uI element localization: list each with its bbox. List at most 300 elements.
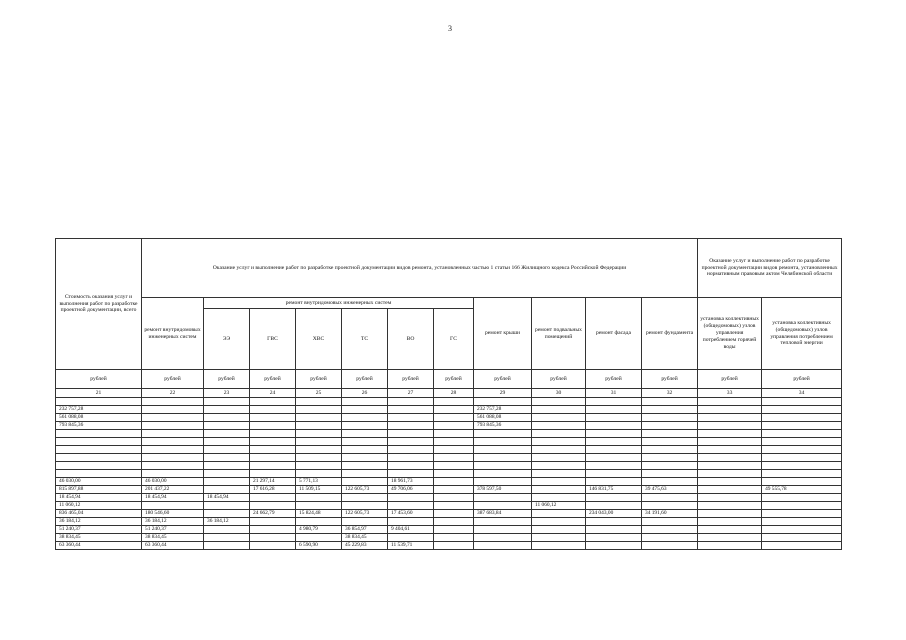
col-vo-header: ВО — [388, 309, 434, 370]
table-cell — [342, 518, 388, 526]
table-cell — [204, 462, 250, 470]
unit-cell: рублей — [296, 370, 342, 389]
table-cell: 122 605,73 — [342, 486, 388, 494]
table-cell — [698, 422, 762, 430]
table-cell: 232 757,28 — [474, 406, 532, 414]
units-row — [56, 370, 842, 389]
table-cell — [532, 518, 586, 526]
table-cell — [642, 406, 698, 414]
table-cell: 18 961,73 — [388, 478, 434, 486]
table-cell — [762, 462, 842, 470]
table-cell — [434, 462, 474, 470]
table-cell — [762, 534, 842, 542]
table-cell — [56, 462, 142, 470]
table-cell — [532, 430, 586, 438]
table-cell — [388, 534, 434, 542]
table-cell: 11 509,15 — [296, 486, 342, 494]
column-number-cell: 28 — [434, 389, 474, 398]
page-number: 3 — [448, 24, 452, 33]
table-cell — [642, 518, 698, 526]
table-cell — [586, 542, 642, 550]
table-cell — [296, 438, 342, 446]
table-cell — [474, 446, 532, 454]
column-number-cell: 22 — [142, 389, 204, 398]
table-cell — [532, 454, 586, 462]
table-cell — [586, 422, 642, 430]
column-number-cell: 33 — [698, 389, 762, 398]
table-cell — [434, 470, 474, 478]
table-cell — [434, 398, 474, 406]
table-cell: 39 475,63 — [642, 486, 698, 494]
table-cell — [474, 478, 532, 486]
col-ts-header: ТС — [342, 309, 388, 370]
table-cell — [762, 478, 842, 486]
table-cell — [642, 438, 698, 446]
col-hvs-header: ХВС — [296, 309, 342, 370]
table-cell: 793 845,36 — [474, 422, 532, 430]
table-cell — [204, 438, 250, 446]
table-cell — [296, 446, 342, 454]
table-cell — [434, 454, 474, 462]
table-cell — [204, 422, 250, 430]
table-row — [56, 406, 842, 414]
table-cell — [474, 454, 532, 462]
table-cell — [532, 510, 586, 518]
table-cell — [388, 518, 434, 526]
table-cell: 180 546,60 — [142, 510, 204, 518]
table-cell — [586, 414, 642, 422]
table-cell — [250, 438, 296, 446]
table-row — [56, 438, 842, 446]
table-cell — [56, 446, 142, 454]
table-row — [56, 470, 842, 478]
table-cell — [586, 502, 642, 510]
table-cell: 11 060,12 — [532, 502, 586, 510]
table-cell: 4 980,79 — [296, 526, 342, 534]
table-cell — [642, 430, 698, 438]
table-cell — [250, 422, 296, 430]
table-cell — [698, 438, 762, 446]
table-cell — [698, 478, 762, 486]
table-cell: 18 454,94 — [204, 494, 250, 502]
table-cell — [532, 534, 586, 542]
table-cell: 36 184,12 — [142, 518, 204, 526]
table-cell — [434, 438, 474, 446]
table-cell — [532, 486, 586, 494]
table-cell — [586, 430, 642, 438]
table-cell — [762, 422, 842, 430]
column-number-cell: 27 — [388, 389, 434, 398]
table-cell — [698, 494, 762, 502]
table-cell — [296, 414, 342, 422]
table-cell — [586, 494, 642, 502]
table-cell: 234 043,00 — [586, 510, 642, 518]
table-cell — [342, 430, 388, 438]
table-cell: 387 683,84 — [474, 510, 532, 518]
table-row — [56, 534, 842, 542]
table-cell — [204, 478, 250, 486]
table-cell — [474, 430, 532, 438]
table-cell — [698, 486, 762, 494]
table-cell — [250, 454, 296, 462]
table-cell: 18 454,94 — [56, 494, 142, 502]
table-cell — [250, 414, 296, 422]
table-cell — [762, 446, 842, 454]
unit-cell: рублей — [586, 370, 642, 389]
table-cell — [56, 470, 142, 478]
table-cell — [388, 414, 434, 422]
table-cell — [698, 406, 762, 414]
table-cell — [388, 446, 434, 454]
table-cell: 5 771,13 — [296, 478, 342, 486]
col-repair-internal-header: ремонт внутридомовых инженерных систем — [142, 298, 204, 370]
table-cell — [142, 414, 204, 422]
table-cell: 6 590,90 — [296, 542, 342, 550]
table-cell — [586, 478, 642, 486]
table-cell — [586, 454, 642, 462]
table-cell — [204, 454, 250, 462]
table-cell: 36 184,12 — [56, 518, 142, 526]
table-cell — [142, 422, 204, 430]
table-cell — [204, 526, 250, 534]
table-cell: 11 060,12 — [56, 502, 142, 510]
table-cell — [762, 518, 842, 526]
table-cell — [296, 430, 342, 438]
table-cell — [342, 398, 388, 406]
table-cell: 38 834,45 — [342, 534, 388, 542]
unit-cell: рублей — [474, 370, 532, 389]
table-cell — [474, 534, 532, 542]
table-cell — [474, 438, 532, 446]
table-cell — [250, 446, 296, 454]
table-cell — [296, 398, 342, 406]
table-cell: 561 088,08 — [56, 414, 142, 422]
table-cell: 232 757,28 — [56, 406, 142, 414]
table-cell — [250, 494, 296, 502]
table-cell: 63 360,44 — [142, 542, 204, 550]
table-cell — [296, 518, 342, 526]
table-cell — [532, 414, 586, 422]
table-cell — [142, 438, 204, 446]
table-cell — [296, 454, 342, 462]
table-cell — [698, 446, 762, 454]
table-cell — [204, 486, 250, 494]
table-cell — [204, 534, 250, 542]
table-cell — [586, 534, 642, 542]
table-cell: 21 297,14 — [250, 478, 296, 486]
table-cell — [342, 406, 388, 414]
table-cell — [698, 470, 762, 478]
table-row — [56, 526, 842, 534]
table-cell: 201 437,22 — [142, 486, 204, 494]
column-number-cell: 29 — [474, 389, 532, 398]
table-cell — [388, 454, 434, 462]
table-cell — [474, 526, 532, 534]
table-cell: 45 229,83 — [342, 542, 388, 550]
table-cell — [434, 534, 474, 542]
table-cell — [762, 526, 842, 534]
table-cell — [204, 414, 250, 422]
table-row — [56, 510, 842, 518]
table-cell — [56, 430, 142, 438]
table-cell: 63 360,44 — [56, 542, 142, 550]
table-cell — [474, 494, 532, 502]
table-cell — [642, 470, 698, 478]
table-cell — [586, 438, 642, 446]
table-header — [56, 239, 842, 398]
table-cell: 146 831,75 — [586, 486, 642, 494]
table-cell — [388, 398, 434, 406]
table-cell — [388, 438, 434, 446]
column-number-cell: 25 — [296, 389, 342, 398]
table-cell — [762, 502, 842, 510]
column-number-cell: 23 — [204, 389, 250, 398]
unit-cell: рублей — [56, 370, 142, 389]
table-cell — [532, 438, 586, 446]
table-cell — [142, 470, 204, 478]
table-cell — [56, 454, 142, 462]
main-group-header: Оказание услуг и выполнение работ по разработке проектной документации видов ремонта, установленных частью 1 статьи 166 Жилищного кодекса Российской Федерации — [142, 239, 698, 298]
table-cell — [586, 446, 642, 454]
table-cell — [532, 494, 586, 502]
table-cell — [474, 542, 532, 550]
table-cell — [204, 398, 250, 406]
table-cell: 46 030,00 — [56, 478, 142, 486]
column-number-cell: 34 — [762, 389, 842, 398]
table-cell — [434, 518, 474, 526]
table-cell — [388, 430, 434, 438]
column-number-cell: 32 — [642, 389, 698, 398]
table-row — [56, 542, 842, 550]
table-cell — [532, 478, 586, 486]
table-cell — [250, 470, 296, 478]
table-cell — [56, 438, 142, 446]
table-cell — [762, 430, 842, 438]
table-cell: 15 824,48 — [296, 510, 342, 518]
table-cell: 17 616,28 — [250, 486, 296, 494]
table-cell — [388, 422, 434, 430]
table-row — [56, 422, 842, 430]
column-number-cell: 30 — [532, 389, 586, 398]
unit-cell: рублей — [342, 370, 388, 389]
table-cell — [434, 422, 474, 430]
table-cell — [474, 470, 532, 478]
table-cell — [342, 438, 388, 446]
table-cell — [474, 518, 532, 526]
table-cell — [250, 430, 296, 438]
table-cell: 836 465,04 — [56, 510, 142, 518]
table-cell — [342, 470, 388, 478]
systems-subheader: ремонт внутридомовых инженерных систем — [204, 298, 474, 309]
table-cell — [586, 470, 642, 478]
table-cell — [642, 502, 698, 510]
column-number-cell: 31 — [586, 389, 642, 398]
table-cell — [142, 398, 204, 406]
table-cell: 51 240,37 — [56, 526, 142, 534]
table-cell — [142, 406, 204, 414]
table-cell — [474, 502, 532, 510]
table-cell — [434, 430, 474, 438]
table-cell — [642, 446, 698, 454]
table-row — [56, 494, 842, 502]
table-cell: 36 854,97 — [342, 526, 388, 534]
col-heat-nodes-header: установка коллективных (общедомовых) узлов управления потреблением тепловой энергии — [762, 298, 842, 370]
table-cell — [296, 406, 342, 414]
column-number-cell: 26 — [342, 389, 388, 398]
table-cell — [698, 454, 762, 462]
table-cell — [642, 534, 698, 542]
table-cell — [586, 462, 642, 470]
table-cell: 17 453,60 — [388, 510, 434, 518]
table-cell — [296, 494, 342, 502]
table-cell — [342, 462, 388, 470]
table-cell: 11 539,71 — [388, 542, 434, 550]
table-cell — [388, 470, 434, 478]
table-body — [56, 398, 842, 550]
col-gs-header: ГС — [434, 309, 474, 370]
unit-cell: рублей — [434, 370, 474, 389]
table-cell — [342, 478, 388, 486]
table-cell — [342, 494, 388, 502]
table-cell: 49 555,78 — [762, 486, 842, 494]
column-number-cell: 21 — [56, 389, 142, 398]
table-cell — [698, 510, 762, 518]
table-cell — [642, 494, 698, 502]
table-cell: 122 605,73 — [342, 510, 388, 518]
table-cell — [698, 542, 762, 550]
table-cell — [642, 422, 698, 430]
table-cell — [698, 398, 762, 406]
table-cell — [434, 414, 474, 422]
table-cell — [388, 502, 434, 510]
table-cell — [532, 398, 586, 406]
col-gvs-header: ГВС — [250, 309, 296, 370]
table-cell — [698, 462, 762, 470]
table-cell — [642, 542, 698, 550]
table-cell — [532, 526, 586, 534]
table-cell — [342, 454, 388, 462]
table-cell — [434, 526, 474, 534]
table-cell — [56, 398, 142, 406]
unit-cell: рублей — [204, 370, 250, 389]
table-cell: 9 404,61 — [388, 526, 434, 534]
table-cell — [642, 398, 698, 406]
table-cell: 38 834,45 — [56, 534, 142, 542]
table-cell: 46 030,00 — [142, 478, 204, 486]
table-cell: 34 191,60 — [642, 510, 698, 518]
table-cell — [762, 542, 842, 550]
table-cell — [204, 470, 250, 478]
table-cell — [586, 526, 642, 534]
table-cell — [586, 518, 642, 526]
table-cell — [296, 534, 342, 542]
table-row — [56, 430, 842, 438]
table-cell — [762, 494, 842, 502]
table-cell — [474, 398, 532, 406]
table-cell: 51 240,37 — [142, 526, 204, 534]
table-cell — [762, 398, 842, 406]
table-row — [56, 502, 842, 510]
table-cell — [698, 534, 762, 542]
col-roof-header: ремонт крыши — [474, 298, 532, 370]
table-cell — [698, 414, 762, 422]
table-cell: 378 597,50 — [474, 486, 532, 494]
table-cell — [388, 406, 434, 414]
table-cell — [762, 510, 842, 518]
unit-cell: рублей — [698, 370, 762, 389]
table-cell — [342, 422, 388, 430]
col-hot-water-nodes-header: установка коллективных (общедомовых) узлов управления потреблением горячей воды — [698, 298, 762, 370]
table-cell — [762, 470, 842, 478]
table-cell — [642, 454, 698, 462]
estimate-table — [55, 238, 842, 550]
table-row — [56, 518, 842, 526]
table-cell — [532, 406, 586, 414]
table-cell — [762, 454, 842, 462]
table-cell — [698, 526, 762, 534]
column-number-cell: 24 — [250, 389, 296, 398]
table-cell — [434, 494, 474, 502]
table-cell — [586, 406, 642, 414]
table-cell — [434, 542, 474, 550]
table-cell — [342, 446, 388, 454]
table-cell — [296, 462, 342, 470]
table-cell: 24 662,79 — [250, 510, 296, 518]
table-cell — [250, 462, 296, 470]
unit-cell: рублей — [762, 370, 842, 389]
table-cell — [532, 422, 586, 430]
unit-cell: рублей — [642, 370, 698, 389]
table-row — [56, 486, 842, 494]
table-cell — [434, 486, 474, 494]
table-cell — [204, 430, 250, 438]
table-cell — [250, 542, 296, 550]
table-cell — [250, 518, 296, 526]
table-cell: 36 184,12 — [204, 518, 250, 526]
table-cell — [642, 526, 698, 534]
table-row — [56, 398, 842, 406]
table-cell — [204, 510, 250, 518]
column-numbers-row — [56, 389, 842, 398]
table-cell — [388, 494, 434, 502]
table-cell — [642, 462, 698, 470]
table-cell — [474, 462, 532, 470]
unit-cell: рублей — [388, 370, 434, 389]
unit-cell: рублей — [532, 370, 586, 389]
table-cell — [762, 406, 842, 414]
table-cell — [204, 542, 250, 550]
table-cell — [388, 462, 434, 470]
table-cell — [250, 502, 296, 510]
table-cell — [698, 502, 762, 510]
table-cell: 815 897,88 — [56, 486, 142, 494]
table-cell — [532, 462, 586, 470]
table-row — [56, 414, 842, 422]
col-ee-header: ЭЭ — [204, 309, 250, 370]
estimate-table-wrapper — [55, 238, 841, 550]
table-row — [56, 446, 842, 454]
table-cell: 18 454,94 — [142, 494, 204, 502]
table-cell: 38 834,45 — [142, 534, 204, 542]
table-cell — [762, 438, 842, 446]
table-cell — [434, 510, 474, 518]
table-cell — [642, 414, 698, 422]
side-group-header: Оказание услуг и выполнение работ по разработке проектной документации видов ремонта, установленных нормативным правовым актом Челябинской области — [698, 239, 842, 298]
table-row — [56, 478, 842, 486]
table-cell — [142, 454, 204, 462]
table-row — [56, 454, 842, 462]
unit-cell: рублей — [250, 370, 296, 389]
